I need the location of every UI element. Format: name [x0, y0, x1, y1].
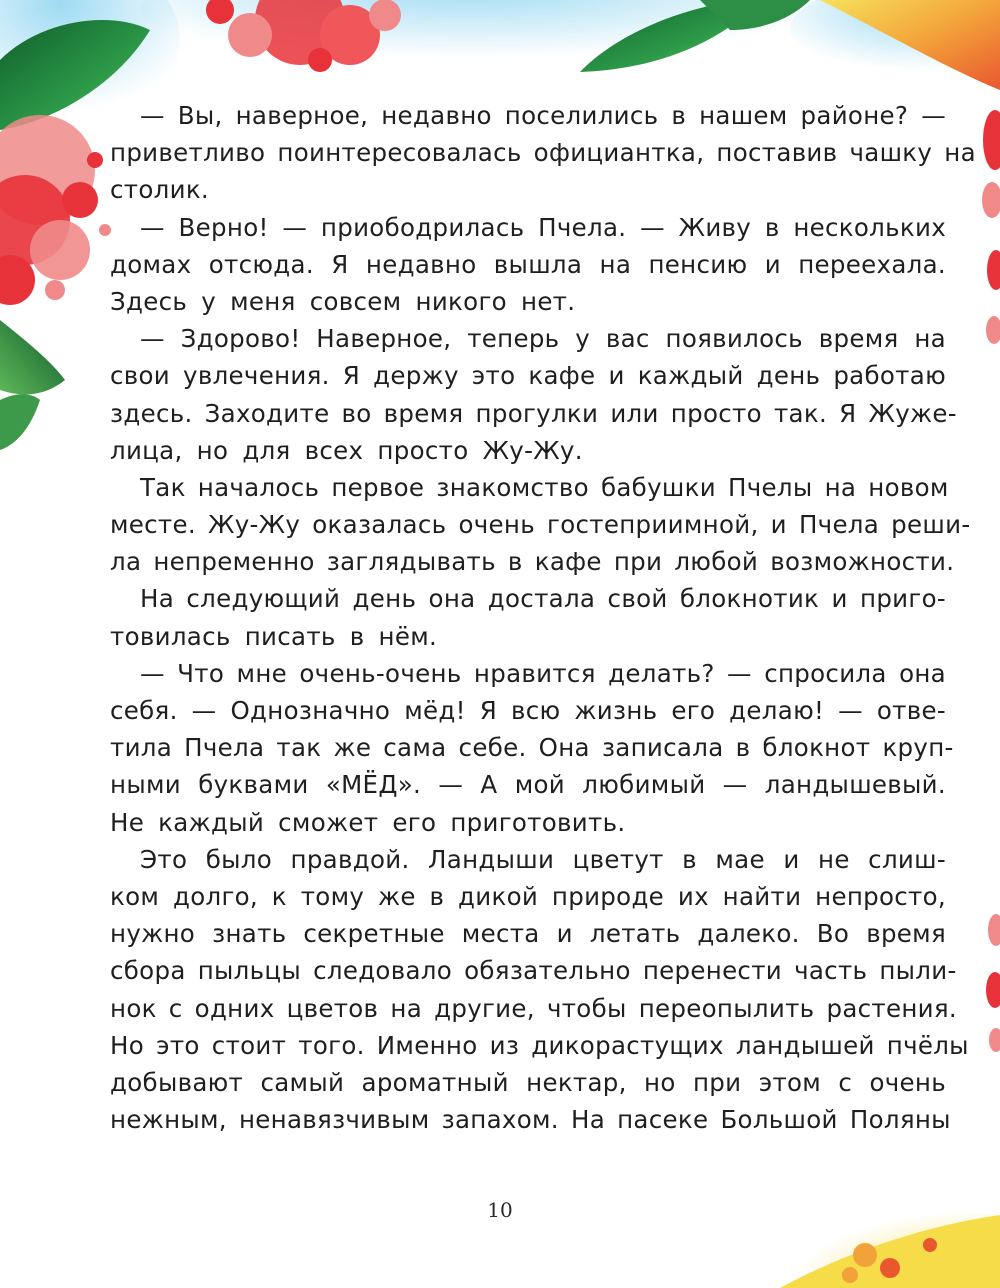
text-line: домах отсюда. Я недавно вышла на пенсию и переехала. — [110, 249, 946, 279]
paragraph — [110, 580, 946, 654]
text-line: месте. Жу-Жу оказалась очень гостеприимной, и Пчела реши- — [110, 510, 971, 540]
text-line: Не каждый сможет его приготовить. — [110, 807, 626, 837]
flower-cluster-icon — [0, 115, 111, 305]
text-line: добывают самый ароматный нектар, но при этом с очень — [110, 1067, 946, 1097]
text-line: ными буквами «МЁД». — А мой любимый — ландышевый. — [110, 770, 946, 800]
text-line: нежным, ненавязчивым запахом. На пасеке Большой Поляны — [110, 1105, 951, 1135]
text-line: — Вы, наверное, недавно поселились в нашем районе? — — [140, 101, 946, 130]
text-line: На следующий день она достала свой блокнотик и приго- — [140, 584, 946, 614]
page-number: 10 — [487, 1198, 513, 1222]
text-line: лица, но для всех просто Жу-Жу. — [110, 435, 583, 465]
text-line: Это было правдой. Ландыши цветут в мае и не слиш- — [140, 844, 946, 874]
petal-icon — [982, 110, 1000, 1052]
text-line: ла непременно заглядывать в кафе при любой возможности. — [110, 547, 955, 577]
story-text — [110, 97, 976, 1138]
text-line: — Здорово! Наверное, теперь у вас появилось время на — [140, 324, 946, 354]
text-line: ком долго, к тому же в дикой природе их найти непросто, — [110, 881, 946, 911]
paragraph — [110, 209, 946, 321]
text-line: — Верно! — приободрилась Пчела. — Живу в нескольких — [140, 212, 946, 242]
paragraph — [110, 469, 971, 581]
paragraph — [110, 841, 969, 1139]
text-line: Здесь у меня совсем никого нет. — [110, 286, 576, 316]
text-line: сбора пыльцы следовало обязательно перенести часть пыли- — [110, 956, 957, 986]
paragraph — [110, 320, 957, 469]
text-line: столик. — [110, 175, 209, 205]
text-line: Так началось первое знакомство бабушки Пчелы на новом — [140, 472, 949, 502]
paragraph — [110, 97, 976, 209]
text-line: — Что мне очень-очень нравится делать? — спросила она — [140, 658, 946, 688]
text-line: нок с одних цветов на другие, чтобы переопылить растения. — [110, 993, 958, 1023]
paragraph — [110, 655, 954, 841]
text-line: нужно знать секретные места и летать далеко. Во время — [110, 919, 946, 949]
text-line: приветливо поинтересовалась официантка, поставив чашку на — [110, 138, 976, 168]
text-line: здесь. Заходите во время прогулки или просто так. Я Жуже- — [110, 398, 957, 428]
text-line: товилась писать в нём. — [110, 621, 438, 651]
text-line: Но это стоит того. Именно из дикорастущих ландышей пчёлы — [110, 1030, 969, 1060]
text-line: тила Пчела так же сама себе. Она записала в блокнот круп- — [110, 733, 954, 763]
text-line: себя. — Однозначно мёд! Я всю жизнь его делаю! — отве- — [110, 696, 946, 725]
text-line: свои увлечения. Я держу это кафе и каждый день работаю — [110, 361, 946, 391]
